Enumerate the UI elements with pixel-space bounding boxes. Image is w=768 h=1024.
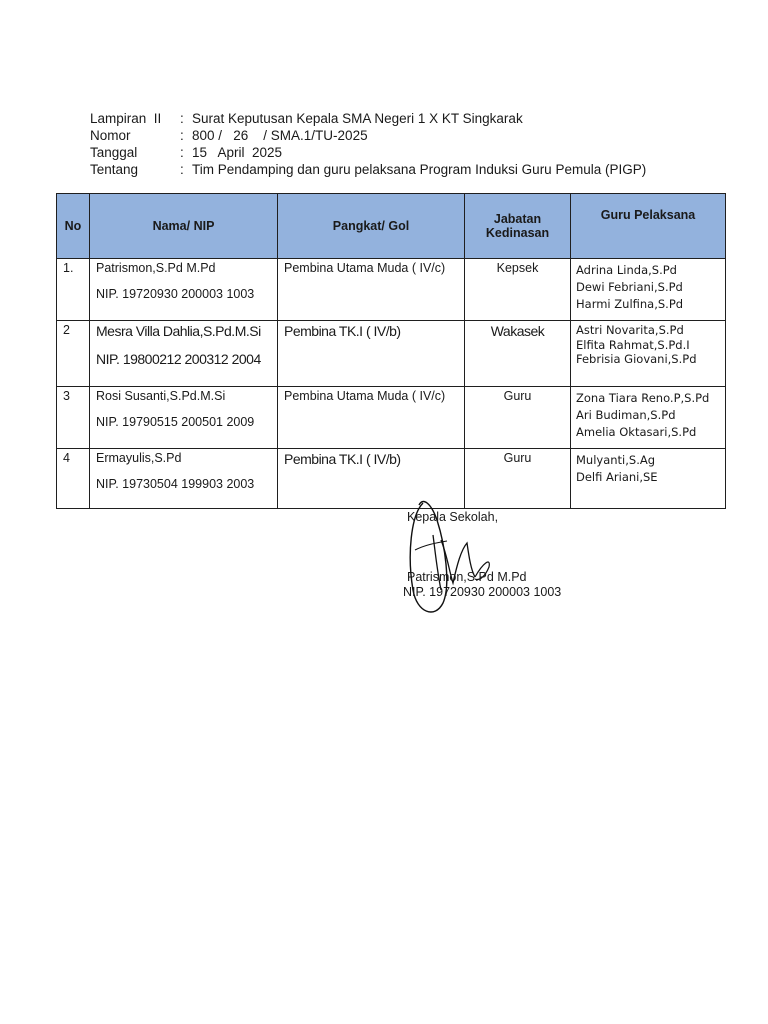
nip-text: NIP. 19730504 199903 2003 <box>96 477 255 491</box>
cell-jabatan: Wakasek <box>465 321 571 387</box>
header-row-tanggal <box>90 144 646 161</box>
guru-name: Amelia Oktasari,S.Pd <box>576 425 697 439</box>
header-value: 15 April 2025 <box>192 145 283 160</box>
cell-pangkat: Pembina TK.I ( IV/b) <box>278 321 465 387</box>
guru-name: Dewi Febriani,S.Pd <box>576 280 683 294</box>
nama-text: Ermayulis,S.Pd <box>96 451 182 465</box>
cell-no: 3 <box>57 387 90 449</box>
cell-guru <box>571 449 726 509</box>
table-row <box>57 387 726 449</box>
signatory-title: Kepala Sekolah, <box>407 510 499 524</box>
cell-pangkat: Pembina Utama Muda ( IV/c) <box>278 387 465 449</box>
header-row-nomor <box>90 127 646 144</box>
column-header-pangkat: Pangkat/ Gol <box>278 194 465 259</box>
cell-jabatan: Kepsek <box>465 259 571 321</box>
header-colon: : <box>180 162 184 177</box>
cell-pangkat: Pembina Utama Muda ( IV/c) <box>278 259 465 321</box>
signatory-name: Patrismon,S.Pd M.Pd <box>407 570 527 584</box>
header-label: Nomor <box>90 128 131 143</box>
header-value: Surat Keputusan Kepala SMA Negeri 1 X KT Singkarak <box>192 111 523 126</box>
cell-guru <box>571 259 726 321</box>
cell-no: 1. <box>57 259 90 321</box>
cell-jabatan: Guru <box>465 449 571 509</box>
table-row <box>57 321 726 387</box>
cell-guru <box>571 321 726 387</box>
teacher-table <box>56 193 726 509</box>
guru-name: Mulyanti,S.Ag <box>576 453 656 467</box>
header-label: Lampiran II <box>90 111 162 126</box>
cell-no: 4 <box>57 449 90 509</box>
header-row-lampiran <box>90 110 646 127</box>
guru-name: Ari Budiman,S.Pd <box>576 408 676 422</box>
guru-name: Adrina Linda,S.Pd <box>576 263 677 277</box>
guru-name: Delfi Ariani,SE <box>576 470 658 484</box>
guru-name: Elfita Rahmat,S.Pd.I <box>576 337 690 352</box>
guru-name: Harmi Zulfina,S.Pd <box>576 297 684 311</box>
cell-jabatan: Guru <box>465 387 571 449</box>
header-label: Tentang <box>90 162 139 177</box>
header-row-tentang <box>90 161 646 178</box>
table-row <box>57 259 726 321</box>
cell-nama <box>90 387 278 449</box>
column-header-nama: Nama/ NIP <box>90 194 278 259</box>
cell-no: 2 <box>57 321 90 387</box>
cell-nama <box>90 259 278 321</box>
nip-text: NIP. 19720930 200003 1003 <box>96 287 255 301</box>
guru-name: Zona Tiara Reno.P,S.Pd <box>576 391 710 405</box>
nama-text: Patrismon,S.Pd M.Pd <box>96 261 216 275</box>
nip-text: NIP. 19790515 200501 2009 <box>96 415 255 429</box>
cell-nama <box>90 321 278 387</box>
header-value: 800 / 26 / SMA.1/TU-2025 <box>192 128 368 143</box>
cell-nama <box>90 449 278 509</box>
signatory-nip: NIP. 19720930 200003 1003 <box>403 585 562 599</box>
header-label: Tanggal <box>90 145 138 160</box>
column-header-no: No <box>57 194 90 259</box>
table-header-row <box>57 194 726 259</box>
header-value: Tim Pendamping dan guru pelaksana Program Induksi Guru Pemula (PIGP) <box>192 162 647 177</box>
header-colon: : <box>180 111 184 126</box>
cell-guru <box>571 387 726 449</box>
document-header <box>90 110 646 178</box>
header-colon: : <box>180 145 184 160</box>
nip-text: NIP. 19800212 200312 2004 <box>96 351 261 367</box>
header-colon: : <box>180 128 184 143</box>
column-header-guru: Guru Pelaksana <box>571 194 726 259</box>
nama-text: Rosi Susanti,S.Pd.M.Si <box>96 389 226 403</box>
nama-text: Mesra Villa Dahlia,S.Pd.M.Si <box>96 323 261 339</box>
cell-pangkat: Pembina TK.I ( IV/b) <box>278 449 465 509</box>
table-row <box>57 449 726 509</box>
guru-name: Febrisia Giovani,S.Pd <box>576 352 697 366</box>
guru-name: Astri Novarita,S.Pd <box>576 323 684 337</box>
column-header-jabatan: Jabatan Kedinasan <box>465 194 571 259</box>
